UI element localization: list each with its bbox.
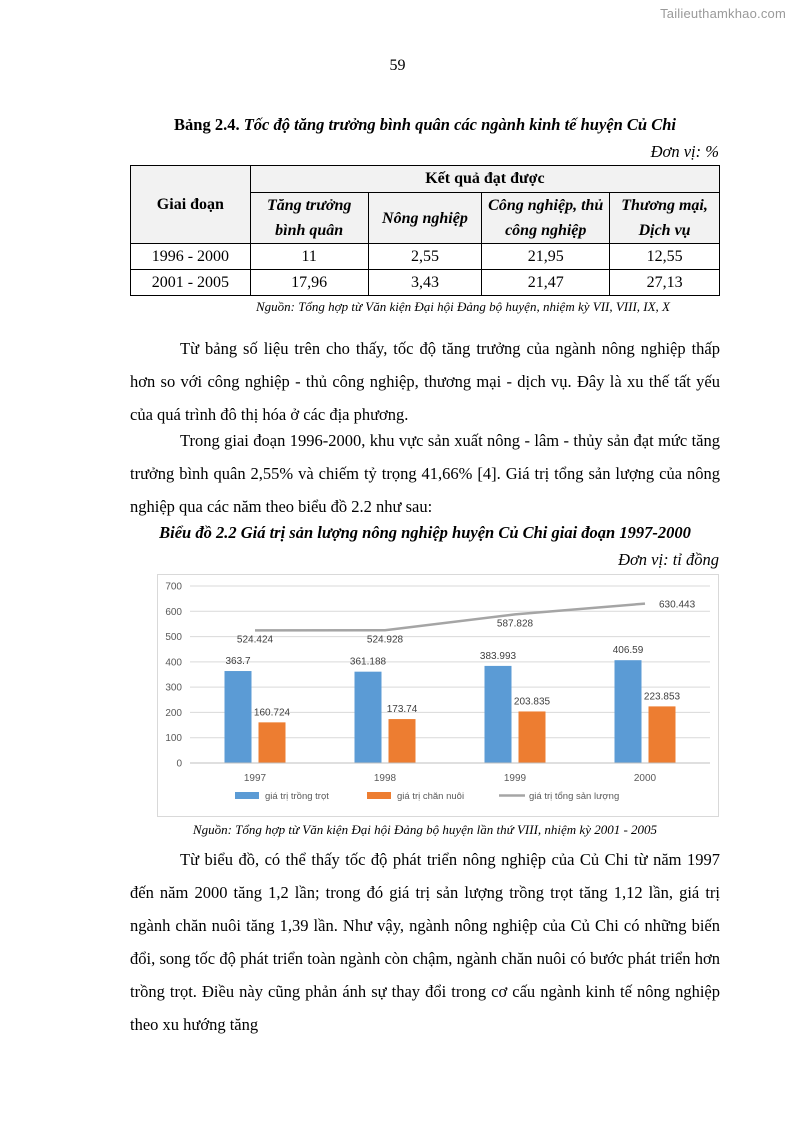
row-value: 21,47 — [482, 270, 610, 296]
row-value: 21,95 — [482, 244, 610, 270]
data-label: 203.835 — [513, 696, 551, 708]
data-label: 160.724 — [253, 707, 291, 719]
bar — [225, 671, 252, 763]
header-period: Giai đoạn — [131, 166, 251, 244]
table-row — [131, 270, 720, 296]
paragraph-3-text: Từ biểu đồ, có thể thấy tốc độ phát triển nông nghiệp của Củ Chi từ năm 1997 đến năm 2000 tăng 1,2 lần; trong đó giá trị sản lượng trồng trọt tăng 1,12 lần, giá trị ngành chăn nuôi tăng 1,39 lần. Như vậy, ngành nông nghiệp của Củ Chi có những biến đổi, song tốc độ phát triển toàn ngành còn chậm, ngành chăn nuôi có bước phát triển hơn trồng trọt. Điều này cũng phản ánh sự thay đổi trong cơ cấu ngành kinh tế nông nghiệp theo xu hướng tăng — [130, 850, 720, 1034]
legend-label: giá trị tổng sản lượng — [529, 791, 620, 802]
y-tick-label: 700 — [165, 581, 182, 593]
header-col-trade — [610, 193, 720, 244]
table-unit: Đơn vị: % — [650, 142, 719, 161]
header-col-industry-line2: công nghiệp — [505, 222, 587, 239]
x-tick-label: 2000 — [633, 773, 657, 784]
row-value: 2,55 — [368, 244, 482, 270]
chart-source: Nguồn: Tổng hợp từ Văn kiện Đại hội Đảng bộ huyện lần thứ VIII, nhiệm kỳ 2001 - 2005 — [192, 822, 658, 837]
data-label: 630.443 — [659, 599, 696, 611]
header-col-growth-line2: bình quân — [275, 222, 344, 239]
legend-label: giá trị chăn nuôi — [397, 791, 465, 802]
bar — [389, 719, 416, 763]
paragraph-2 — [130, 424, 720, 523]
x-tick-label: 1999 — [503, 773, 527, 784]
data-label: 587.828 — [496, 618, 534, 630]
data-label: 223.853 — [643, 691, 681, 703]
legend-label: giá trị trồng trọt — [265, 791, 329, 802]
bar — [615, 660, 642, 763]
header-col-growth-line1: Tăng trưởng — [266, 197, 352, 214]
header-col-industry-line1: Công nghiệp, thủ — [488, 197, 604, 214]
chart-container — [157, 574, 719, 817]
paragraph-1-text: Từ bảng số liệu trên cho thấy, tốc độ tăng trưởng của ngành nông nghiệp thấp hơn so với công nghiệp - thủ công nghiệp, thương mại - dịch vụ. Đây là xu thế tất yếu của quá trình đô thị hóa ở các địa phương. — [130, 339, 720, 424]
header-col-growth — [250, 193, 368, 244]
header-col-trade-line1: Thương mại, — [621, 197, 708, 214]
row-period: 1996 - 2000 — [131, 244, 251, 270]
table-title-number: Bảng 2.4. — [174, 115, 240, 134]
y-tick-label: 500 — [165, 632, 182, 644]
paragraph-1 — [130, 332, 720, 431]
row-value: 3,43 — [368, 270, 482, 296]
header-col-trade-line2: Dịch vụ — [638, 222, 691, 239]
row-value: 17,96 — [250, 270, 368, 296]
row-period: 2001 - 2005 — [131, 270, 251, 296]
agri-output-chart — [158, 575, 718, 816]
data-label: 406.59 — [612, 645, 644, 657]
data-label: 363.7 — [225, 656, 251, 668]
data-label: 524.424 — [236, 634, 274, 646]
y-tick-label: 0 — [176, 758, 182, 770]
table-source: Nguồn: Tổng hợp từ Văn kiện Đại hội Đảng bộ huyện, nhiệm kỳ VII, VIII, IX, X — [255, 299, 670, 314]
row-value: 12,55 — [610, 244, 720, 270]
y-tick-label: 600 — [165, 606, 182, 618]
table-title — [130, 115, 720, 135]
x-tick-label: 1997 — [243, 773, 267, 784]
row-value: 11 — [250, 244, 368, 270]
header-col-industry — [482, 193, 610, 244]
paragraph-2-text: Trong giai đoạn 1996-2000, khu vực sản xuất nông - lâm - thủy sản đạt mức tăng trưởng bình quân 2,55% và chiếm tỷ trọng 41,66% [4]. Giá trị tổng sản lượng của nông nghiệp qua các năm theo biểu đồ 2.2 như sau: — [130, 431, 720, 516]
data-label: 524.928 — [366, 634, 404, 646]
y-tick-label: 200 — [165, 707, 182, 719]
y-tick-label: 300 — [165, 682, 182, 694]
header-col-agriculture — [368, 193, 482, 244]
legend-swatch — [367, 792, 391, 799]
bar — [485, 666, 512, 763]
table-row — [131, 244, 720, 270]
bar — [259, 722, 286, 763]
watermark: Tailieuthamkhao.com — [660, 6, 786, 21]
legend-swatch — [235, 792, 259, 799]
x-tick-label: 1998 — [373, 773, 397, 784]
bar — [355, 672, 382, 763]
data-label: 173.74 — [386, 704, 418, 716]
paragraph-3 — [130, 843, 720, 1041]
y-tick-label: 100 — [165, 733, 182, 745]
y-tick-label: 400 — [165, 657, 182, 669]
data-label: 361.188 — [349, 656, 387, 668]
bar — [649, 706, 676, 763]
series-line — [255, 604, 645, 631]
data-label: 383.993 — [479, 650, 517, 662]
growth-table — [130, 165, 720, 296]
row-value: 27,13 — [610, 270, 720, 296]
header-col-agriculture-line1: Nông nghiệp — [382, 209, 468, 227]
page-number: 59 — [389, 57, 406, 74]
bar — [519, 711, 546, 763]
header-results: Kết quả đạt được — [250, 166, 719, 193]
chart-title: Biểu đồ 2.2 Giá trị sản lượng nông nghiệp huyện Củ Chi giai đoạn 1997-2000 — [159, 523, 691, 542]
chart-unit: Đơn vị: tỉ đồng — [618, 550, 719, 569]
table-title-text: Tốc độ tăng trưởng bình quân các ngành kinh tế huyện Củ Chi — [243, 115, 676, 134]
